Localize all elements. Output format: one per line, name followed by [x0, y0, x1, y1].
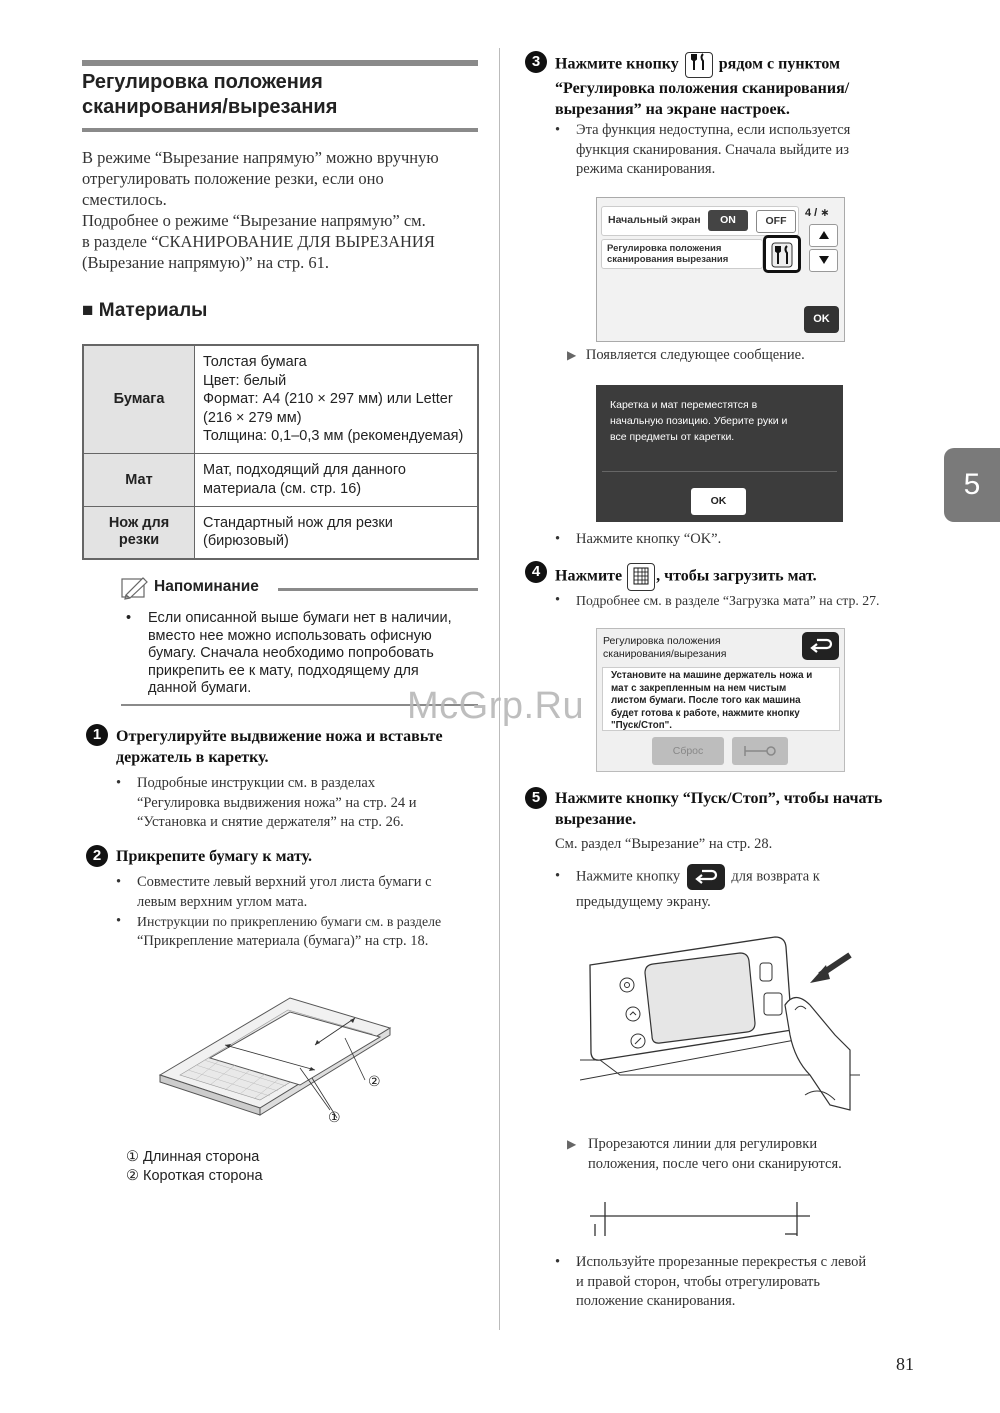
step5-heading-line1: Нажмите кнопку “Пуск/Стоп”, чтобы начать: [555, 790, 883, 807]
result-1-text: Появляется следующее сообщение.: [585, 347, 805, 363]
step2-heading: Прикрепите бумагу к мату.: [116, 848, 313, 865]
memo-line: вместо нее можно использовать офисную: [148, 627, 432, 644]
step-number-5: 5: [525, 787, 547, 809]
step1-bullet: [116, 774, 486, 833]
step3-heading-post: рядом с пунктом: [718, 55, 841, 73]
adjust-title-line2: сканирования/вырезания: [603, 647, 727, 660]
intro-line: (Вырезание напрямую)” на стр. 61.: [82, 253, 330, 272]
scroll-down-button[interactable]: [809, 249, 838, 272]
scan-button[interactable]: [732, 737, 788, 765]
step-number-2: 2: [86, 845, 108, 867]
legend-item: [126, 1148, 263, 1167]
table-row: [83, 506, 478, 559]
return-arrow-icon: [809, 637, 833, 655]
scroll-up-button[interactable]: [809, 224, 838, 247]
memo-line: бумагу. Сначала необходимо попробовать: [148, 645, 434, 661]
step-number-1: 1: [86, 724, 108, 746]
adjust-line: "Пуск/Стоп".: [611, 720, 672, 731]
tool-icon: [771, 242, 793, 268]
step3-bullet-line: Эта функция недоступна, если используется: [576, 122, 851, 138]
cell-line: Формат: A4 (210 × 297 мм) или Letter: [203, 391, 453, 407]
intro-line: В режиме “Вырезание напрямую” можно вручную: [82, 148, 439, 167]
message-line: начальную позицию. Уберите руки и: [610, 415, 788, 427]
bullet-icon: •: [116, 913, 122, 929]
table-cell-value: [195, 453, 479, 506]
intro-line: в разделе “СКАНИРОВАНИЕ ДЛЯ ВЫРЕЗАНИЯ: [82, 232, 435, 251]
step4-heading: [555, 563, 817, 591]
scan-adjust-line1: Регулировка положения: [607, 243, 722, 254]
cell-line: Стандартный нож для резки: [203, 514, 393, 531]
final-bullet: [555, 1253, 935, 1312]
step1-heading: [116, 726, 443, 768]
memo-rule-top: [278, 588, 478, 591]
cell-line: Цвет: белый: [203, 372, 287, 389]
message-divider: [602, 471, 837, 472]
legend-item: [126, 1167, 263, 1186]
title-rule-top: [82, 60, 478, 66]
cell-line: Толстая бумага: [203, 354, 307, 370]
final-bullet-line: и правой сторон, чтобы отрегулировать: [576, 1273, 820, 1290]
section-title-line1: Регулировка положения: [82, 71, 323, 93]
adjust-line: Установите на машине держатель ножа и: [611, 670, 813, 681]
step5-ref: См. раздел “Вырезание” на стр. 28.: [555, 836, 773, 852]
table-cell-value: [195, 506, 479, 559]
step5-bullet-line2: предыдущему экрану.: [576, 894, 711, 910]
legend-mark: ②: [126, 1168, 139, 1184]
adjust-title-line1: Регулировка положения: [603, 635, 721, 647]
legend-mark: ①: [126, 1149, 139, 1165]
scanner-icon: [743, 744, 777, 758]
bullet-icon: •: [555, 1254, 561, 1270]
back-icon: [687, 864, 725, 890]
bullet-icon: •: [555, 531, 561, 547]
step5-heading: [555, 788, 882, 830]
table-cell-label: [83, 506, 195, 559]
step2-bullet-line: левым верхним углом мата.: [137, 893, 308, 910]
load-mat-icon: [627, 563, 655, 591]
back-button[interactable]: [802, 632, 839, 660]
section-title: [82, 70, 337, 120]
label-line: Нож для: [108, 515, 170, 532]
page-number: 81: [896, 1354, 914, 1374]
settings-row-scan-adjust: [601, 239, 763, 269]
settings-row-home: [601, 206, 799, 236]
ok-button[interactable]: OK: [804, 306, 839, 333]
step4-bullet-text: Подробнее см. в разделе “Загрузка мата” на стр. 27.: [576, 593, 880, 608]
cell-line: материала (см. стр. 16): [203, 480, 362, 497]
result-2-line: положения, после чего они сканируются.: [588, 1155, 842, 1172]
section-title-line2: сканирования/вырезания: [82, 96, 338, 118]
message-line: все предметы от каретки.: [610, 431, 735, 443]
step4-heading-post: , чтобы загрузить мат.: [656, 567, 817, 585]
step3-heading-line3: вырезания” на экране настроек.: [555, 101, 790, 118]
bullet-icon: •: [116, 775, 122, 791]
memo-line: данной бумаги.: [148, 680, 252, 696]
step3-tail-bullet: [555, 530, 721, 550]
title-rule-bottom: [82, 128, 478, 132]
intro-line: Подробнее о режиме “Вырезание напрямую” см.: [82, 211, 426, 230]
step3-tail-text: Нажмите кнопку “OK”.: [576, 531, 722, 547]
table-cell-value: [195, 345, 479, 453]
step-number-4: 4: [525, 561, 547, 583]
step3-heading-line2: “Регулировка положения сканирования/: [555, 80, 850, 97]
step-number-3: 3: [525, 51, 547, 73]
step3-bullet-line: функция сканирования. Сначала выйдите из: [576, 141, 849, 158]
reset-button[interactable]: Сброс: [652, 737, 724, 765]
arrow-icon: ▶: [567, 1137, 577, 1151]
table-cell-label: Бумага: [83, 345, 195, 453]
message-line: Каретка и мат переместятся в: [610, 399, 758, 411]
memo-line: прикрепить ее к мату, подходящему для: [148, 662, 419, 679]
step1-bullet-line: “Регулировка выдвижения ножа” на стр. 24 и: [137, 794, 417, 811]
adjust-line: будет готова к работе, нажмите кнопку: [611, 707, 800, 719]
adjust-line: мат с закрепленным на нем чистым: [611, 682, 787, 694]
legend-text: Длинная сторона: [143, 1149, 260, 1165]
memo-title: Напоминание: [154, 578, 259, 595]
materials-heading: [82, 300, 207, 322]
intro-paragraph: [82, 147, 482, 273]
step5-bullet-post: для возврата к: [731, 868, 820, 885]
machine-illustration: [580, 935, 860, 1125]
step2-bullet-line: Совместите левый верхний угол листа бумаги с: [137, 874, 432, 890]
figure-callout-1: ①: [328, 1110, 341, 1126]
step2-bullet1: [116, 873, 486, 912]
step1-heading-line2: держатель в каретку.: [116, 749, 269, 766]
page-indicator: 4 / ∗: [805, 207, 830, 219]
legend-text: Короткая сторона: [143, 1168, 263, 1184]
step3-bullet-line: режима сканирования.: [576, 161, 716, 177]
result-2-line: Прорезаются линии для регулировки: [588, 1136, 818, 1152]
off-button[interactable]: OFF: [756, 210, 796, 233]
settings-tool-icon: [685, 52, 713, 78]
table-row: [83, 453, 478, 506]
message-text: [610, 397, 787, 445]
step1-heading-line1: Отрегулируйте выдвижение ножа и вставьте: [116, 728, 443, 745]
arrow-icon: ▶: [567, 348, 577, 362]
step5-heading-line2: вырезание.: [555, 811, 637, 828]
step3-heading-line1: [555, 52, 935, 78]
arrow-up-icon: [818, 230, 830, 240]
cut-line-diagram: [590, 1196, 815, 1238]
final-bullet-line: положение сканирования.: [576, 1293, 736, 1309]
table-cell-label: Мат: [83, 453, 195, 506]
message-screen: [596, 385, 843, 522]
adjust-screen-title: [603, 635, 726, 660]
adjust-instructions: [602, 667, 840, 731]
chapter-tab: 5: [944, 448, 1000, 522]
on-button[interactable]: ON: [708, 210, 748, 231]
step2-bullet2: [116, 912, 486, 951]
message-ok-button[interactable]: OK: [691, 488, 746, 515]
step3-bullet: [555, 121, 935, 180]
adjust-line: листом бумаги. После того как машина: [611, 695, 801, 706]
bullet-icon: •: [555, 122, 561, 138]
label-line: резки: [118, 532, 160, 549]
result-2: [567, 1135, 842, 1174]
home-screen-label: Начальный экран: [608, 214, 701, 226]
adjust-screen: [596, 628, 845, 772]
mat-illustration: [150, 990, 400, 1140]
bullet-icon: •: [116, 874, 122, 890]
step2-bullet-line: “Прикрепление материала (бумага)” на стр. 18.: [137, 932, 429, 949]
step4-bullet: [555, 591, 880, 612]
scan-adjust-line2: сканирования вырезания: [607, 254, 729, 265]
intro-line: отрегулировать положение резки, если оно: [82, 169, 384, 188]
memo-line: Если описанной выше бумаги нет в наличии,: [148, 610, 452, 626]
cell-line: Толщина: 0,1–0,3 мм (рекомендуемая): [203, 428, 464, 444]
step4-heading-pre: Нажмите: [555, 567, 623, 585]
materials-heading-text: Материалы: [98, 300, 208, 321]
settings-screen: [596, 197, 845, 342]
bullet-icon: •: [555, 592, 561, 608]
square-icon: ■: [82, 300, 94, 321]
scan-adjust-settings-button[interactable]: [763, 235, 801, 273]
step1-bullet-line: “Установка и снятие держателя” на стр. 26.: [137, 814, 404, 830]
result-1: [567, 346, 805, 366]
figure-legend: [126, 1148, 263, 1186]
step5-bullet-pre: Нажмите кнопку: [576, 868, 681, 885]
cell-line: Мат, подходящий для данного: [203, 462, 406, 478]
intro-line: сместилось.: [82, 190, 167, 209]
step5-bullet: [555, 864, 935, 915]
memo-icon: [121, 576, 149, 600]
bullet-icon: •: [555, 868, 561, 884]
step1-bullet-line: Подробные инструкции см. в разделах: [137, 775, 376, 791]
table-row: [83, 345, 478, 453]
step2-bullet-line: Инструкции по прикреплению бумаги см. в разделе: [137, 914, 442, 929]
figure-callout-2: ②: [368, 1074, 381, 1090]
watermark: McGrp.Ru: [407, 685, 585, 727]
arrow-down-icon: [818, 255, 830, 265]
bullet-icon: •: [126, 610, 132, 626]
step3-heading-pre: Нажмите кнопку: [555, 55, 679, 73]
materials-table: [82, 344, 479, 560]
final-bullet-line: Используйте прорезанные перекрестья с левой: [576, 1254, 867, 1270]
cell-line: (бирюзовый): [203, 533, 289, 550]
cell-line: (216 × 279 мм): [203, 409, 302, 426]
step3-heading: [555, 52, 935, 120]
